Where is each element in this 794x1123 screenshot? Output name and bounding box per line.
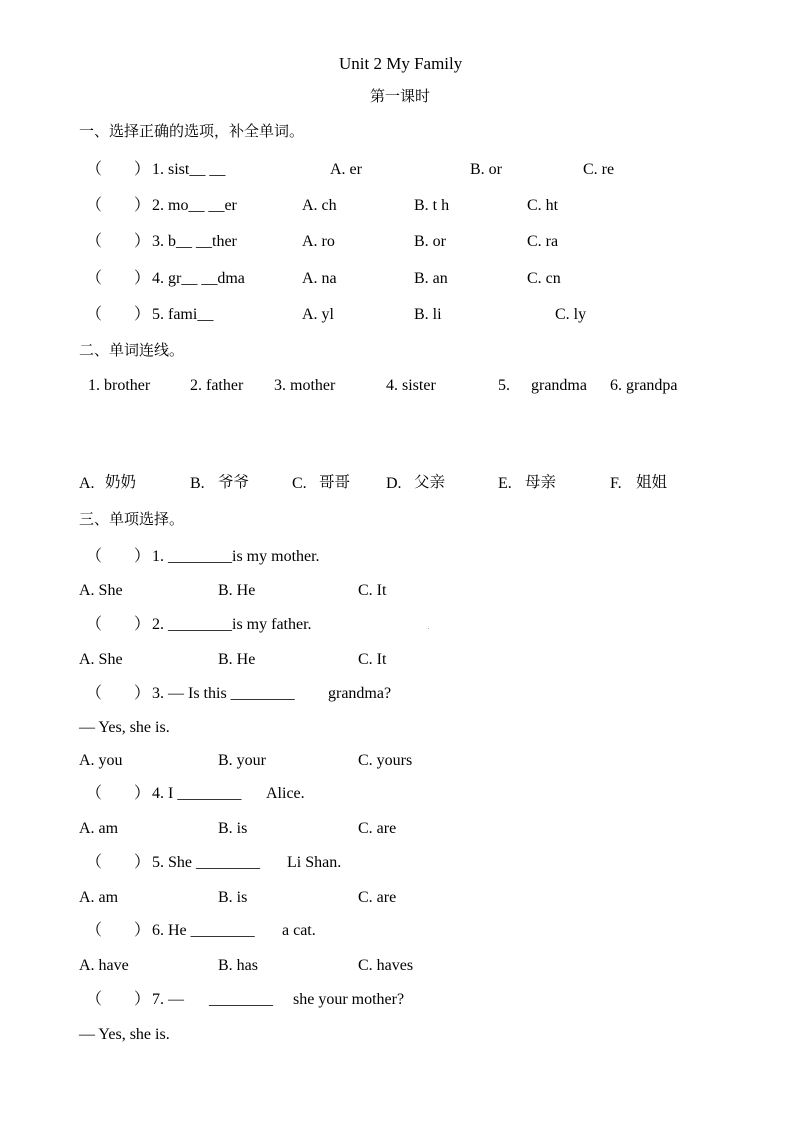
answer-paren: （ ） bbox=[86, 991, 151, 1008]
match-word: 2. father bbox=[190, 377, 244, 394]
option-c: C. are bbox=[358, 889, 397, 906]
question-text: 4. I ________ bbox=[152, 785, 242, 802]
page-subtitle: 第一课时 bbox=[370, 87, 431, 105]
question-text: 3. — Is this ________ bbox=[152, 685, 295, 702]
option-a: A. ch bbox=[302, 197, 337, 214]
match-letter: F. bbox=[610, 475, 622, 492]
option-c: C. It bbox=[358, 651, 387, 668]
option-b: B. has bbox=[218, 957, 258, 974]
option-b: B. your bbox=[218, 752, 266, 769]
question-text-end: she your mother? bbox=[293, 991, 405, 1008]
option-b: B. is bbox=[218, 820, 248, 837]
question-text-end: Li Shan. bbox=[287, 854, 342, 871]
option-c: C. ra bbox=[527, 233, 559, 250]
match-letter: D. bbox=[386, 475, 402, 492]
option-a: A. er bbox=[330, 161, 362, 178]
match-letter: B. bbox=[190, 475, 205, 492]
answer-paren: （ ） bbox=[86, 197, 151, 214]
option-c: C. cn bbox=[527, 270, 561, 287]
question-text: 5. fami__ bbox=[152, 306, 214, 323]
option-a: A. na bbox=[302, 270, 337, 287]
answer-paren: （ ） bbox=[86, 306, 151, 323]
question-text: 4. gr__ __dma bbox=[152, 270, 245, 287]
question-text-end: a cat. bbox=[282, 922, 316, 939]
answer-paren: （ ） bbox=[86, 270, 151, 287]
option-b: B. is bbox=[218, 889, 248, 906]
option-a: A. am bbox=[79, 820, 119, 837]
question-text: 3. b__ __ther bbox=[152, 233, 237, 250]
option-c: C. ht bbox=[527, 197, 559, 214]
match-meaning: 奶奶 bbox=[105, 473, 137, 491]
section1-heading: 一、选择正确的选项，补全单词。 bbox=[79, 122, 305, 140]
answer-paren: （ ） bbox=[86, 854, 151, 871]
stray-dot bbox=[428, 628, 429, 629]
match-word: 1. brother bbox=[88, 377, 151, 394]
match-meaning: 爷爷 bbox=[218, 473, 250, 491]
question-text-end: grandma? bbox=[328, 685, 392, 702]
page-title: Unit 2 My Family bbox=[339, 54, 463, 73]
question-text: 6. He ________ bbox=[152, 922, 255, 939]
option-c: C. It bbox=[358, 582, 387, 599]
answer-paren: （ ） bbox=[86, 616, 151, 633]
option-b: B. an bbox=[414, 270, 448, 287]
option-a: A. you bbox=[79, 752, 123, 769]
match-meaning: 母亲 bbox=[525, 473, 557, 491]
match-word-number: 5. bbox=[498, 377, 510, 394]
question-text: 1. ________is my mother. bbox=[152, 548, 320, 565]
question-text: 2. ________is my father. bbox=[152, 616, 312, 633]
answer-paren: （ ） bbox=[86, 548, 151, 565]
option-b: B. or bbox=[414, 233, 446, 250]
match-word: 4. sister bbox=[386, 377, 436, 394]
match-letter: A. bbox=[79, 475, 95, 492]
question-text: 1. sist__ __ bbox=[152, 161, 226, 178]
option-c: C. ly bbox=[555, 306, 587, 323]
answer-blank: ________ bbox=[209, 991, 273, 1008]
match-letter: E. bbox=[498, 475, 512, 492]
option-a: A. She bbox=[79, 651, 123, 668]
section3-heading: 三、单项选择。 bbox=[79, 510, 185, 528]
question-text: 7. — bbox=[152, 991, 184, 1008]
option-c: C. re bbox=[583, 161, 615, 178]
match-meaning: 姐姐 bbox=[636, 473, 668, 491]
option-a: A. have bbox=[79, 957, 129, 974]
option-c: C. yours bbox=[358, 752, 413, 769]
question-text: 5. She ________ bbox=[152, 854, 260, 871]
match-word: 3. mother bbox=[274, 377, 336, 394]
option-b: B. t h bbox=[414, 197, 450, 214]
option-a: A. She bbox=[79, 582, 123, 599]
option-a: A. ro bbox=[302, 233, 335, 250]
answer-paren: （ ） bbox=[86, 685, 151, 702]
match-word: 6. grandpa bbox=[610, 377, 678, 394]
answer-paren: （ ） bbox=[86, 233, 151, 250]
answer-paren: （ ） bbox=[86, 922, 151, 939]
answer-line: — Yes, she is. bbox=[79, 719, 170, 736]
option-a: A. yl bbox=[302, 306, 334, 323]
match-word: grandma bbox=[531, 377, 587, 394]
option-c: C. are bbox=[358, 820, 397, 837]
option-b: B. He bbox=[218, 651, 256, 668]
answer-line: — Yes, she is. bbox=[79, 1026, 170, 1043]
option-b: B. or bbox=[470, 161, 502, 178]
option-c: C. haves bbox=[358, 957, 414, 974]
question-text: 2. mo__ __er bbox=[152, 197, 237, 214]
match-meaning: 父亲 bbox=[414, 473, 446, 491]
section2-heading: 二、单词连线。 bbox=[79, 341, 185, 359]
option-b: B. He bbox=[218, 582, 256, 599]
answer-paren: （ ） bbox=[86, 161, 151, 178]
match-letter: C. bbox=[292, 475, 307, 492]
match-meaning: 哥哥 bbox=[319, 473, 351, 491]
answer-paren: （ ） bbox=[86, 785, 151, 802]
question-text-end: Alice. bbox=[266, 785, 305, 802]
option-a: A. am bbox=[79, 889, 119, 906]
option-b: B. li bbox=[414, 306, 442, 323]
